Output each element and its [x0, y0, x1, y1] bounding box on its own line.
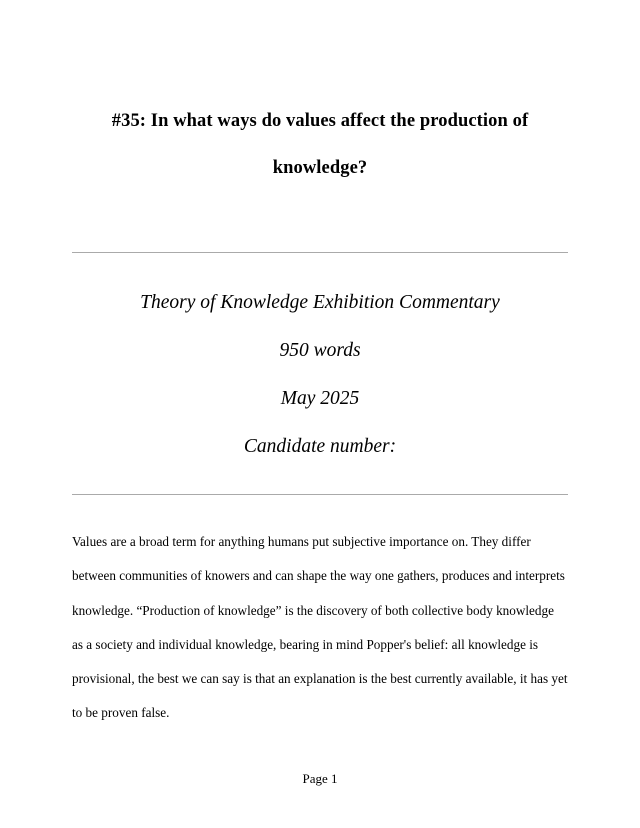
meta-line-candidate-number: Candidate number:: [243, 435, 397, 457]
body-paragraph: Values are a broad term for anything humans put subjective importance on. They differ between communities of knowers and can shape the way one gathers, produces and interprets knowledge. “Production of knowledge” is the discovery of both collective body knowledge as a society and individual knowledge, bearing in mind Popper's belief: all knowledge is provisional, the best we can say is that an explanation is the best currently available, it has yet to be proven false.: [72, 534, 568, 720]
meta-line-wordcount: 950 words: [279, 340, 361, 362]
document-meta: [72, 279, 568, 470]
page-footer: Page 1: [302, 771, 338, 786]
page-title: #35: In what ways do values affect the production of knowledge?: [111, 111, 529, 179]
divider-top: [72, 252, 568, 253]
document-body: [72, 525, 568, 729]
meta-line-subject: Theory of Knowledge Exhibition Commentary: [140, 292, 500, 314]
meta-line-date: May 2025: [280, 387, 360, 409]
divider-bottom: [72, 494, 568, 495]
